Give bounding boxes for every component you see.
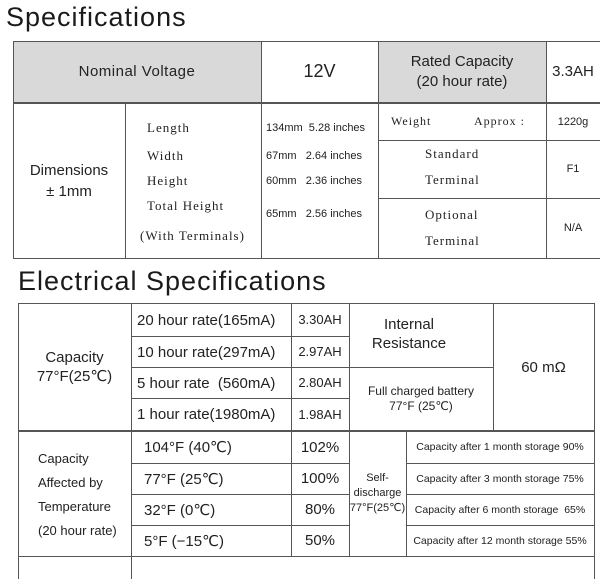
rated-capacity-label-line2: (20 hour rate) (416, 72, 508, 90)
dimensions-label-line1: Dimensions (29, 161, 109, 179)
specifications-title: Specifications (6, 2, 187, 32)
storage-row: Capacity after 6 month storage 65% (414, 503, 586, 516)
weight-label: Weight (391, 114, 432, 128)
internal-resistance-line2: Resistance (371, 335, 447, 352)
electrical-specifications-title: Electrical Specifications (18, 266, 327, 296)
temperature-label: 5°F (−15℃) (144, 533, 224, 550)
width-label: Width (147, 148, 184, 163)
height-label: Height (147, 173, 189, 188)
temperature-value: 102% (300, 438, 340, 456)
full-charged-line1: Full charged battery (367, 384, 475, 398)
optional-terminal-value: N/A (563, 222, 583, 234)
optional-terminal-label-1: Optional (425, 207, 479, 222)
temperature-value: 50% (304, 532, 336, 549)
storage-row: Capacity after 3 month storage 75% (416, 472, 584, 485)
temperature-label: 77°F (25℃) (144, 471, 224, 488)
capacity-temp: 77°F(25℃) (36, 368, 113, 385)
height-value: 60mm 2.36 inches (266, 175, 362, 187)
self-discharge-label (349, 431, 406, 556)
nominal-voltage-label: Nominal Voltage (78, 63, 196, 80)
standard-terminal-label-2: Terminal (425, 172, 480, 187)
length-value: 134mm 5.28 inches (266, 122, 366, 134)
rate-value: 2.97AH (298, 344, 342, 359)
internal-resistance-label (349, 309, 469, 359)
self-discharge-line1: Self- (366, 472, 389, 484)
standard-terminal-value: F1 (566, 163, 580, 175)
rate-value: 1.98AH (298, 406, 342, 422)
total-height-value: 65mm 2.56 inches (266, 208, 362, 220)
storage-row: Capacity after 12 month storage 55% (413, 534, 587, 547)
length-label: Length (147, 120, 190, 135)
self-discharge-line3: 77°F(25℃) (349, 502, 406, 514)
rate-value: 2.80AH (298, 375, 342, 390)
internal-resistance-line1: Internal (383, 316, 435, 333)
rate-label: 20 hour rate(165mA) (137, 312, 276, 329)
optional-terminal-label-2: Terminal (425, 233, 480, 248)
temperature-value: 80% (304, 501, 336, 518)
width-value: 67mm 2.64 inches (266, 150, 362, 162)
rated-capacity-label (378, 41, 546, 102)
weight-approx-label: Approx : (474, 114, 525, 128)
capacity-affected-label (38, 447, 117, 543)
with-terminals-label: (With Terminals) (140, 228, 245, 243)
rate-label: 10 hour rate(297mA) (137, 344, 276, 361)
rate-label: 1 hour rate(1980mA) (137, 406, 276, 423)
capacity-affected-line1: Capacity (38, 451, 89, 466)
weight-value: 1220g (557, 115, 589, 128)
total-height-label: Total Height (147, 198, 225, 213)
nominal-voltage-value: 12V (303, 61, 336, 81)
rate-value: 3.30AH (298, 312, 342, 327)
temperature-label: 32°F (0℃) (144, 502, 216, 519)
internal-resistance-value: 60 mΩ (521, 358, 566, 376)
dimensions-label (13, 103, 125, 258)
standard-terminal-label-1: Standard (425, 146, 480, 161)
rate-label: 5 hour rate (560mA) (137, 375, 276, 392)
capacity-affected-line3: Temperature (38, 499, 111, 514)
capacity-label-line1: Capacity (45, 349, 104, 366)
temperature-label: 104°F (40℃) (144, 439, 232, 456)
dimensions-label-line2: ± 1mm (46, 182, 92, 200)
rated-capacity-value: 3.3AH (552, 63, 594, 80)
self-discharge-line2: discharge (353, 487, 402, 499)
full-charged-battery-label (349, 368, 493, 430)
rated-capacity-label-line1: Rated Capacity (410, 52, 514, 70)
temperature-value: 100% (300, 470, 340, 487)
capacity-affected-line4: (20 hour rate) (38, 523, 117, 538)
full-charged-line2: 77°F (25℃) (389, 399, 453, 413)
capacity-label (18, 304, 131, 430)
storage-row: Capacity after 1 month storage 90% (416, 441, 584, 453)
capacity-affected-line2: Affected by (38, 475, 103, 490)
